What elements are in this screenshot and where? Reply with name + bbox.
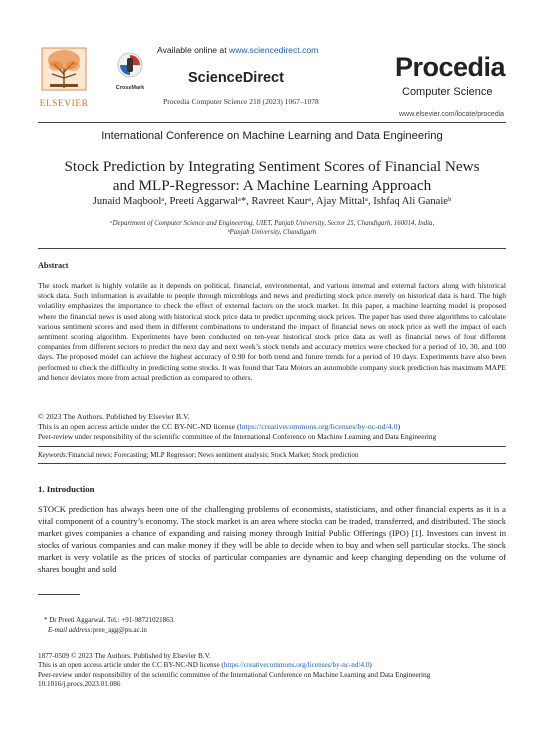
procedia-subtitle: Computer Science: [402, 86, 493, 98]
elsevier-logo: [36, 44, 92, 109]
conference-name: International Conference on Machine Learning and Data Engineering: [101, 130, 443, 142]
footer-license-link[interactable]: https://creativecommons.org/licenses/by-nc-nd/4.0: [223, 661, 370, 670]
license-line: This is an open access article under the CC BY-NC-ND license (https://creativecommons.org/licenses/by-nc-nd/4.0): [38, 422, 401, 432]
sciencedirect-wordmark: ScienceDirect: [188, 70, 284, 86]
keywords-text: Financial news; Forecasting; MLP Regressor; News sentiment analysis; Stock Market; Stock prediction: [68, 451, 359, 459]
paper-title: [0, 157, 544, 195]
affiliations: [0, 219, 544, 237]
elsevier-label: ELSEVIER: [39, 99, 89, 109]
header-rule: [38, 122, 506, 123]
license-link[interactable]: https://creativecommons.org/licenses/by-nc-nd/4.0: [239, 422, 398, 432]
crossmark-icon: [113, 52, 147, 80]
copyright-line: © 2023 The Authors. Published by Elsevier B.V.: [38, 412, 190, 421]
authors: Junaid Maqboolᵃ, Preeti Aggarwalᵃ*, Ravreet Kaurᵃ, Ajay Mittalᵃ, Ishfaq Ali Ganaieᵇ: [92, 196, 452, 207]
procedia-title: Procedia: [395, 52, 506, 82]
email-address[interactable]: pree_agg@pu.ac.in: [92, 626, 147, 634]
footer-peer-review: Peer-review under responsibility of the scientific committee of the International Conference on Machine Learning and Data Engineering: [38, 670, 431, 679]
page-footer: [38, 652, 506, 689]
elsevier-tree-icon: [36, 44, 92, 94]
keywords-rule: [38, 446, 506, 447]
keywords-label: Keywords:: [38, 451, 69, 459]
footer-license: This is an open access article under the CC BY-NC-ND license (https://creativecommons.org/licenses/by-nc-nd/4.0): [38, 661, 372, 670]
corresponding-author: * Dr Preeti Aggarwal. Tel.: +91-98721021863.: [44, 616, 175, 624]
title-line-2: and MLP-Regressor: A Machine Learning Approach: [112, 177, 432, 194]
footnote: [44, 615, 175, 635]
abstract-text: The stock market is highly volatile as it depends on political, financial, environmental, and various internal and external factors along with historical stock data. Such information is available to people through microblogs and news and predicting stock price merely on historical data is hard. The high volatility emphasizes the importance to check the effect of external factors on the stock market. In this paper, a machine learning model is proposed where the financial news is used along with historical stock price data to predict upcoming stock prices. The paper has used three algorithms to calculate various sentiment scores and used them in different combinations to understand the impact of financial news on stock price as well the impact of each sentiment scoring algorithm. Experiments have been conducted on ten-year historical stock price data as well as financial news of four different companies from different sectors to predict the next day and next week’s stock trends and accuracy metrics were checked for a period of 10, 30, and 100 days. The proposed model can achieve the highest accuracy of 0.90 for both trend and future trends for a period of 10 days. Experiments have also been performed to check the difficulty in predicting some stocks. It was found that Tata Motors an automobile company stock prediction has maximum MAPE and hence deviates more from actual prediction as compared to others.: [38, 281, 506, 382]
copyright-block: [38, 412, 506, 443]
procedia-url[interactable]: www.elsevier.com/locate/procedia: [399, 111, 505, 118]
abstract-heading: Abstract: [38, 261, 69, 270]
title-line-1: Stock Prediction by Integrating Sentiment Scores of Financial News: [64, 158, 480, 175]
affiliation-b: ᵇPanjab University, Chandigarh: [227, 229, 317, 236]
affiliation-a: ᵃDepartment of Computer Science and Engineering, UIET, Panjab University, Sector 25, Chandigarh, 160014, India,: [109, 220, 435, 227]
introduction-heading: 1. Introduction: [38, 484, 95, 494]
keywords: [38, 451, 506, 459]
crossmark-logo[interactable]: [113, 52, 149, 91]
peer-review-line: Peer-review under responsibility of the scientific committee of the International Conference on Machine Learning and Data Engineering: [38, 432, 437, 442]
email-line: E-mail address:pree_agg@pu.ac.in: [48, 626, 147, 634]
footer-issn: 1877-0509 © 2023 The Authors. Published by Elsevier B.V.: [38, 652, 211, 660]
introduction-text: STOCK prediction has always been one of the challenging problems of economists, statisticians, and other financial experts as it is a vital component of a country’s economy. The stock market is an area where stocks can be traded, transferred, and distributed. The stock market gives companies a chance of expanding and raising money through Initial Public Offerings (IPO) [1]. Investors can invest in stocks of various companies and can make money if they will be able to decide when to buy and when sell particular stocks. The stock market is very volatile as the prices of stocks of particular companies are dynamic and keep changing depending on the volume of shares bought and sold: [38, 504, 506, 574]
available-online: Available online at www.sciencedirect.com: [157, 45, 319, 55]
journal-citation: Procedia Computer Science 218 (2023) 1067–1078: [163, 97, 319, 106]
footer-doi[interactable]: 10.1016/j.procs.2023.01.086: [38, 679, 121, 688]
abstract-top-rule: [38, 248, 506, 249]
sciencedirect-link[interactable]: www.sciencedirect.com: [229, 45, 319, 55]
footnote-rule: [38, 594, 80, 595]
crossmark-label: CrossMark: [115, 85, 145, 91]
abstract-bottom-rule: [38, 463, 506, 464]
